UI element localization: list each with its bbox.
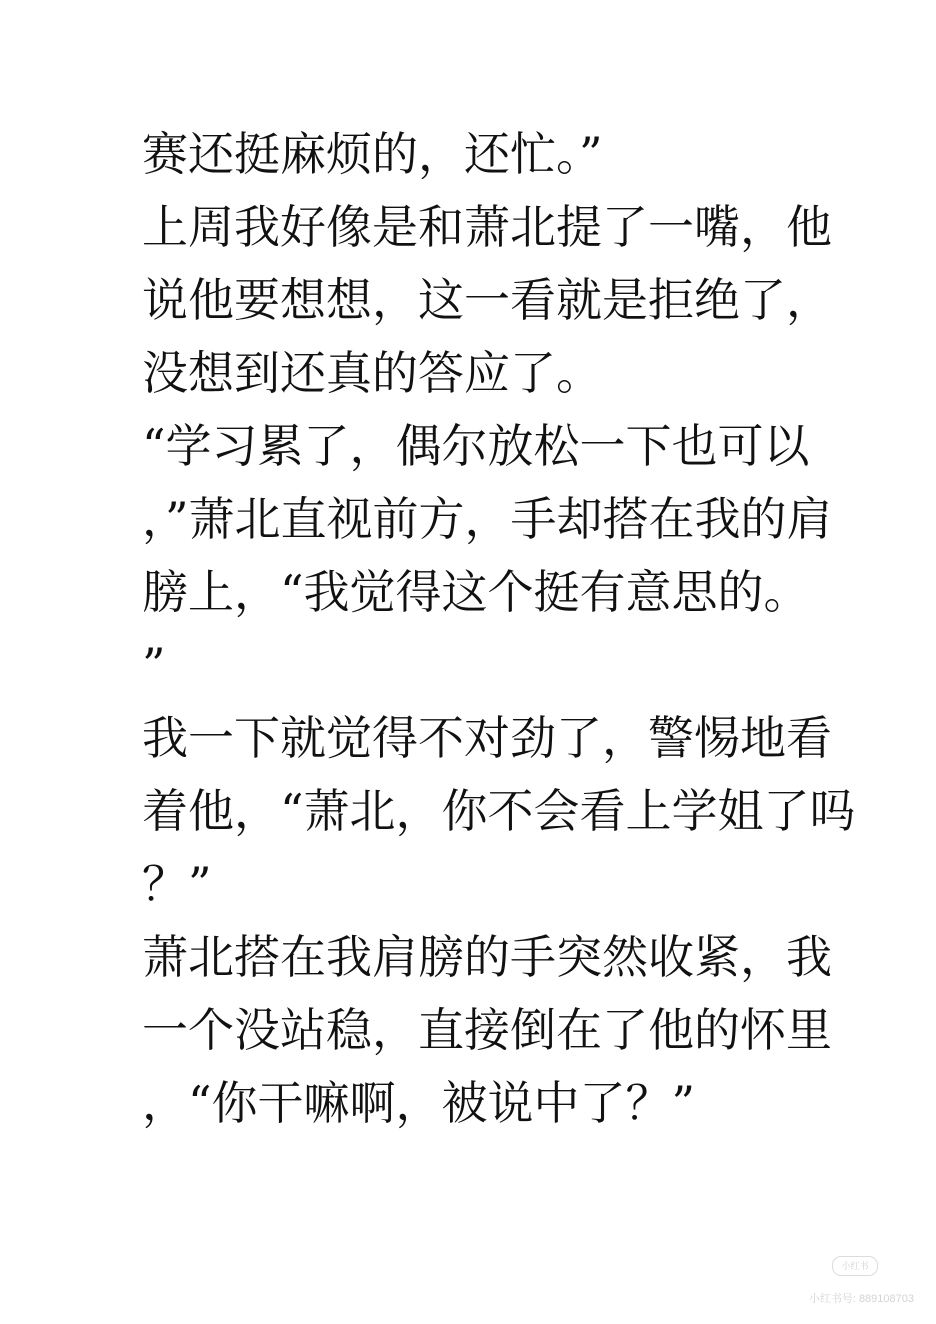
watermark [784, 1256, 914, 1306]
watermark-id: 小红书号: 889108703 [808, 1293, 914, 1305]
text-line: ，“你干嘛啊，被说中了？” [142, 1076, 696, 1130]
document-text [142, 118, 856, 1140]
text-line: ，”萧北直视前方，手却搭在我的肩 [142, 492, 833, 546]
text-line: 上周我好像是和萧北提了一嘴，他 [142, 200, 832, 254]
text-line: 说他要想想，这一看就是拒绝了， [142, 273, 832, 327]
watermark-logo: 小红书 [832, 1256, 878, 1276]
text-line: “学习累了，偶尔放松一下也可以 [142, 419, 810, 473]
text-line: 我一下就觉得不对劲了，警惕地看 [142, 711, 832, 765]
text-line: 没想到还真的答应了。 [142, 346, 602, 400]
text-line: 萧北搭在我肩膀的手突然收紧，我 [142, 930, 832, 984]
text-line: 膀上，“我觉得这个挺有意思的。 [142, 565, 810, 619]
text-line: 一个没站稳，直接倒在了他的怀里 [142, 1003, 832, 1057]
text-line: 赛还挺麻烦的，还忙。” [142, 127, 603, 181]
text-line: ” [142, 638, 166, 692]
text-line: 着他，“萧北，你不会看上学姐了吗 [142, 784, 856, 838]
text-line: ？” [142, 857, 212, 911]
